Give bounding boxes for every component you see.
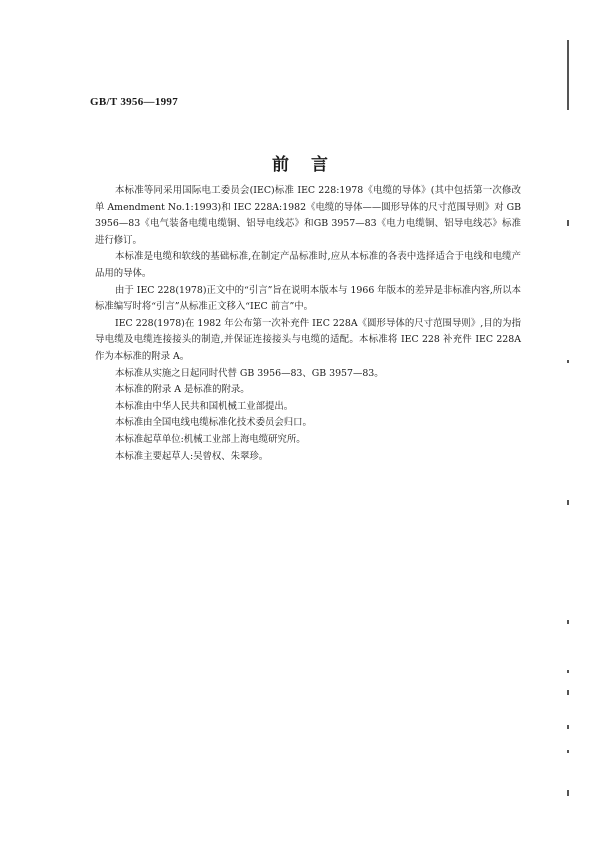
paragraph-committee: 本标准由全国电线电缆标准化技术委员会归口。 (115, 417, 312, 429)
paragraph-introduction: 由于 IEC 228(1978)正文中的“引言”旨在说明本版本与 1966 年版本的差异是非标准内容,所以本标准编写时将“引言”从标准正文移入“IEC 前言”中。 (95, 284, 521, 313)
paragraph-basic-standard: 本标准是电缆和软线的基础标准,在制定产品标准时,应从本标准的各表中选择适合于电线和电缆产品用的导体。 (95, 251, 521, 279)
paragraph-drafters: 本标准主要起草人:吴曾权、朱翠珍。 (115, 450, 269, 462)
page-title: 前言 (272, 155, 350, 175)
paragraph-adoption: 本标准等同采用国际电工委员会(IEC)标准 IEC 228:1978《电缆的导体》(其中包括第一次修改单 Amendment No.1:1993)和 IEC 228A:1982《电缆的导体——圆形导体的尺寸范围导则》对 GB 3956—83《电气装备电缆电缆铜、铝导电线芯》和GB 3957—83《电力电缆铜、铝导电线芯》标准进行修订。 (95, 185, 521, 246)
paragraph-proposer: 本标准由中华人民共和国机械工业部提出。 (115, 400, 294, 412)
paragraph-supplement: IEC 228(1978)在 1982 年公布第一次补充件 IEC 228A《圆形导体的尺寸范围导则》,目的为指导电缆及电缆连接接头的制造,并保证连接接头与电缆的适配。本标准将 IEC 228 补充件 IEC 228A 作为本标准的附录 A。 (95, 317, 521, 362)
standard-code: GB/T 3956—1997 (90, 96, 179, 108)
paragraph-replacement: 本标准从实施之日起同时代替 GB 3956—83、GB 3957—83。 (115, 367, 384, 379)
paragraph-appendix: 本标准的附录 A 是标准的附录。 (115, 384, 250, 396)
foreword-body (95, 183, 521, 465)
paragraph-drafting-unit: 本标准起草单位:机械工业部上海电缆研究所。 (115, 433, 306, 445)
scan-edge-marks (567, 30, 570, 850)
